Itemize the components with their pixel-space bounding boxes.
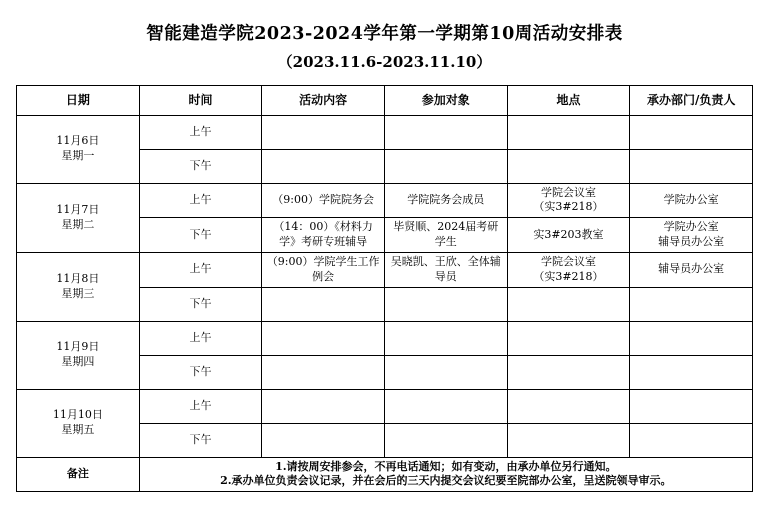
table-row (17, 389, 753, 423)
dept-cell (630, 115, 753, 149)
header-time: 时间 (139, 85, 262, 115)
dept-cell (630, 389, 753, 423)
place-cell (507, 149, 630, 183)
period-cell: 上午 (139, 183, 262, 218)
table-row (17, 115, 753, 149)
date-cell: 11月9日 星期四 (17, 321, 140, 389)
period-cell: 上午 (139, 321, 262, 355)
place-cell (507, 355, 630, 389)
dept-cell (630, 321, 753, 355)
target-cell (384, 321, 507, 355)
table-footer-row (17, 457, 753, 492)
place-cell: 实3#203教室 (507, 218, 630, 253)
dept-cell (630, 355, 753, 389)
content-cell (262, 389, 385, 423)
table-row (17, 321, 753, 355)
table-row (17, 183, 753, 218)
content-cell: （14：00）《材料力学》考研专班辅导 (262, 218, 385, 253)
note-body (139, 457, 752, 492)
content-cell (262, 423, 385, 457)
place-cell (507, 321, 630, 355)
title-block (0, 0, 769, 74)
header-target: 参加对象 (384, 85, 507, 115)
target-cell: 吴晓凯、王欣、全体辅导员 (384, 252, 507, 287)
content-cell (262, 355, 385, 389)
date-cell: 11月8日 星期三 (17, 252, 140, 321)
note-line-1: 1.请按周安排参会，不再电话通知；如有变动，由承办单位另行通知。 (275, 459, 617, 473)
target-cell: 毕贤顺、2024届考研学生 (384, 218, 507, 253)
target-cell (384, 355, 507, 389)
dept-cell (630, 287, 753, 321)
dept-cell: 学院办公室 辅导员办公室 (630, 218, 753, 253)
date-cell: 11月6日 星期一 (17, 115, 140, 183)
target-cell (384, 423, 507, 457)
content-cell (262, 287, 385, 321)
dept-cell: 辅导员办公室 (630, 252, 753, 287)
target-cell: 学院院务会成员 (384, 183, 507, 218)
place-cell (507, 389, 630, 423)
period-cell: 下午 (139, 355, 262, 389)
target-cell (384, 115, 507, 149)
header-content: 活动内容 (262, 85, 385, 115)
date-cell: 11月10日 星期五 (17, 389, 140, 457)
dept-cell (630, 149, 753, 183)
header-place: 地点 (507, 85, 630, 115)
table-body (17, 115, 753, 492)
page-subtitle: （2023.11.6-2023.11.10） (277, 52, 492, 71)
period-cell: 下午 (139, 287, 262, 321)
target-cell (384, 389, 507, 423)
table-header-row (17, 85, 753, 115)
header-dept: 承办部门/负责人 (630, 85, 753, 115)
period-cell: 上午 (139, 115, 262, 149)
period-cell: 下午 (139, 423, 262, 457)
place-cell: 学院会议室 （实3#218） (507, 183, 630, 218)
dept-cell: 学院办公室 (630, 183, 753, 218)
content-cell: （9:00）学院学生工作例会 (262, 252, 385, 287)
date-cell: 11月7日 星期二 (17, 183, 140, 252)
target-cell (384, 287, 507, 321)
place-cell (507, 115, 630, 149)
dept-cell (630, 423, 753, 457)
period-cell: 下午 (139, 218, 262, 253)
period-cell: 上午 (139, 252, 262, 287)
table-row (17, 252, 753, 287)
header-date: 日期 (17, 85, 140, 115)
content-cell: （9:00）学院院务会 (262, 183, 385, 218)
content-cell (262, 149, 385, 183)
place-cell: 学院会议室 （实3#218） (507, 252, 630, 287)
note-line-2: 2.承办单位负责会议记录，并在会后的三天内提交会议纪要至院部办公室，呈送院领导审示。 (220, 474, 672, 488)
note-label: 备注 (17, 457, 140, 492)
content-cell (262, 115, 385, 149)
period-cell: 下午 (139, 149, 262, 183)
target-cell (384, 149, 507, 183)
place-cell (507, 287, 630, 321)
place-cell (507, 423, 630, 457)
period-cell: 上午 (139, 389, 262, 423)
schedule-table (16, 85, 753, 493)
content-cell (262, 321, 385, 355)
page-title: 智能建造学院2023-2024学年第一学期第10周活动安排表 (146, 24, 623, 44)
